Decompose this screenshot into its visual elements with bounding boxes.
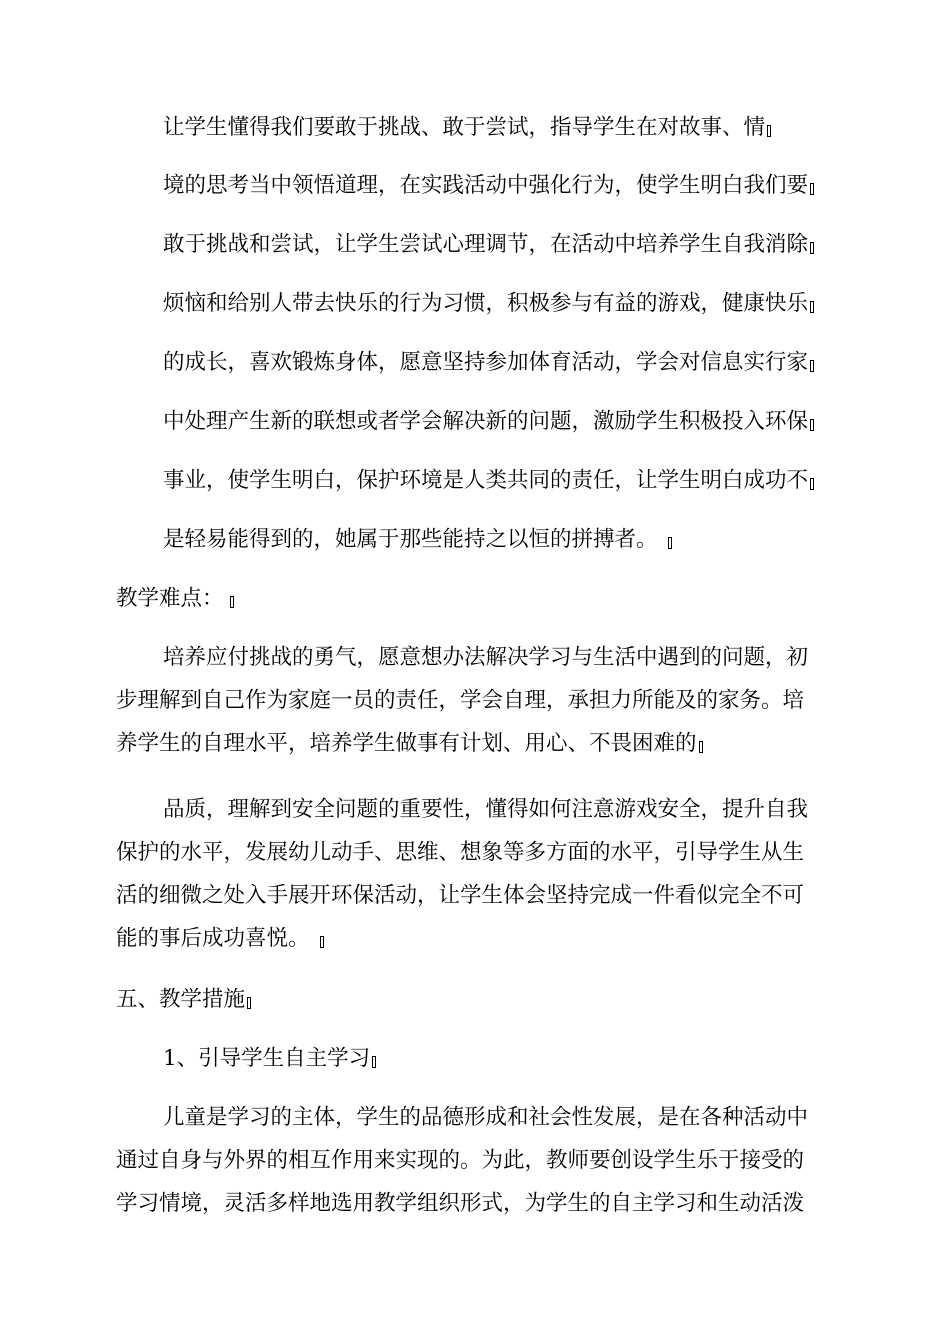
- placeholder-mark: [320, 936, 324, 948]
- text-line: 品质，理解到安全问题的重要性，懂得如何注意游戏安全，提升自我: [163, 797, 809, 822]
- text-line: 中处理产生新的联想或者学会解决新的问题，激励学生积极投入环保: [163, 411, 814, 433]
- text-line: 是轻易能得到的，她属于那些能持之以恒的拼搏者。: [163, 529, 672, 551]
- heading-measures: 五、教学措施: [116, 989, 251, 1011]
- text-line: 养学生的自理水平，培养学生做事有计划、用心、不畏困难的: [116, 733, 703, 755]
- text-line: 事业，使学生明白，保护环境是人类共同的责任，让学生明白成功不: [163, 470, 814, 492]
- placeholder-mark: [247, 997, 251, 1009]
- text-line: 让学生懂得我们要敢于挑战、敢于尝试，指导学生在对故事、情: [163, 117, 771, 139]
- text-line: 儿童是学习的主体，学生的品德形成和社会性发展，是在各种活动中: [163, 1105, 809, 1130]
- placeholder-mark: [810, 419, 814, 431]
- text-line: 敢于挑战和尝试，让学生尝试心理调节，在活动中培养学生自我消除: [163, 234, 814, 256]
- text-line: 境的思考当中领悟道理，在实践活动中强化行为，使学生明白我们要: [163, 175, 814, 197]
- text-line: 步理解到自己作为家庭一员的责任，学会自理，承担力所能及的家务。培: [116, 688, 805, 713]
- text-line: 保护的水平，发展幼儿动手、思维、想象等多方面的水平，引导学生从生: [116, 840, 805, 865]
- placeholder-mark: [699, 741, 703, 753]
- sub-heading-self-learning: 1、引导学生自主学习: [163, 1048, 376, 1070]
- placeholder-mark: [810, 478, 814, 490]
- placeholder-mark: [810, 183, 814, 195]
- heading-difficulty: 教学难点：: [116, 588, 234, 610]
- placeholder-mark: [372, 1056, 376, 1068]
- placeholder-mark: [810, 360, 814, 372]
- text-line: 的成长，喜欢锻炼身体，愿意坚持参加体育活动，学会对信息实行家: [163, 352, 814, 374]
- text-line: 活的细微之处入手展开环保活动，让学生体会坚持完成一件看似完全不可: [116, 883, 805, 908]
- placeholder-mark: [668, 537, 672, 549]
- text-line: 学习情境，灵活多样地选用教学组织形式，为学生的自主学习和生动活泼: [116, 1191, 805, 1216]
- text-line: 培养应付挑战的勇气，愿意想办法解决学习与生活中遇到的问题，初: [163, 645, 809, 670]
- placeholder-mark: [810, 242, 814, 254]
- placeholder-mark: [230, 596, 234, 608]
- text-line: 通过自身与外界的相互作用来实现的。为此，教师要创设学生乐于接受的: [116, 1148, 805, 1173]
- placeholder-mark: [810, 301, 814, 313]
- text-line: 烦恼和给别人带去快乐的行为习惯，积极参与有益的游戏，健康快乐: [163, 293, 814, 315]
- placeholder-mark: [767, 125, 771, 137]
- text-line: 能的事后成功喜悦。: [116, 928, 324, 950]
